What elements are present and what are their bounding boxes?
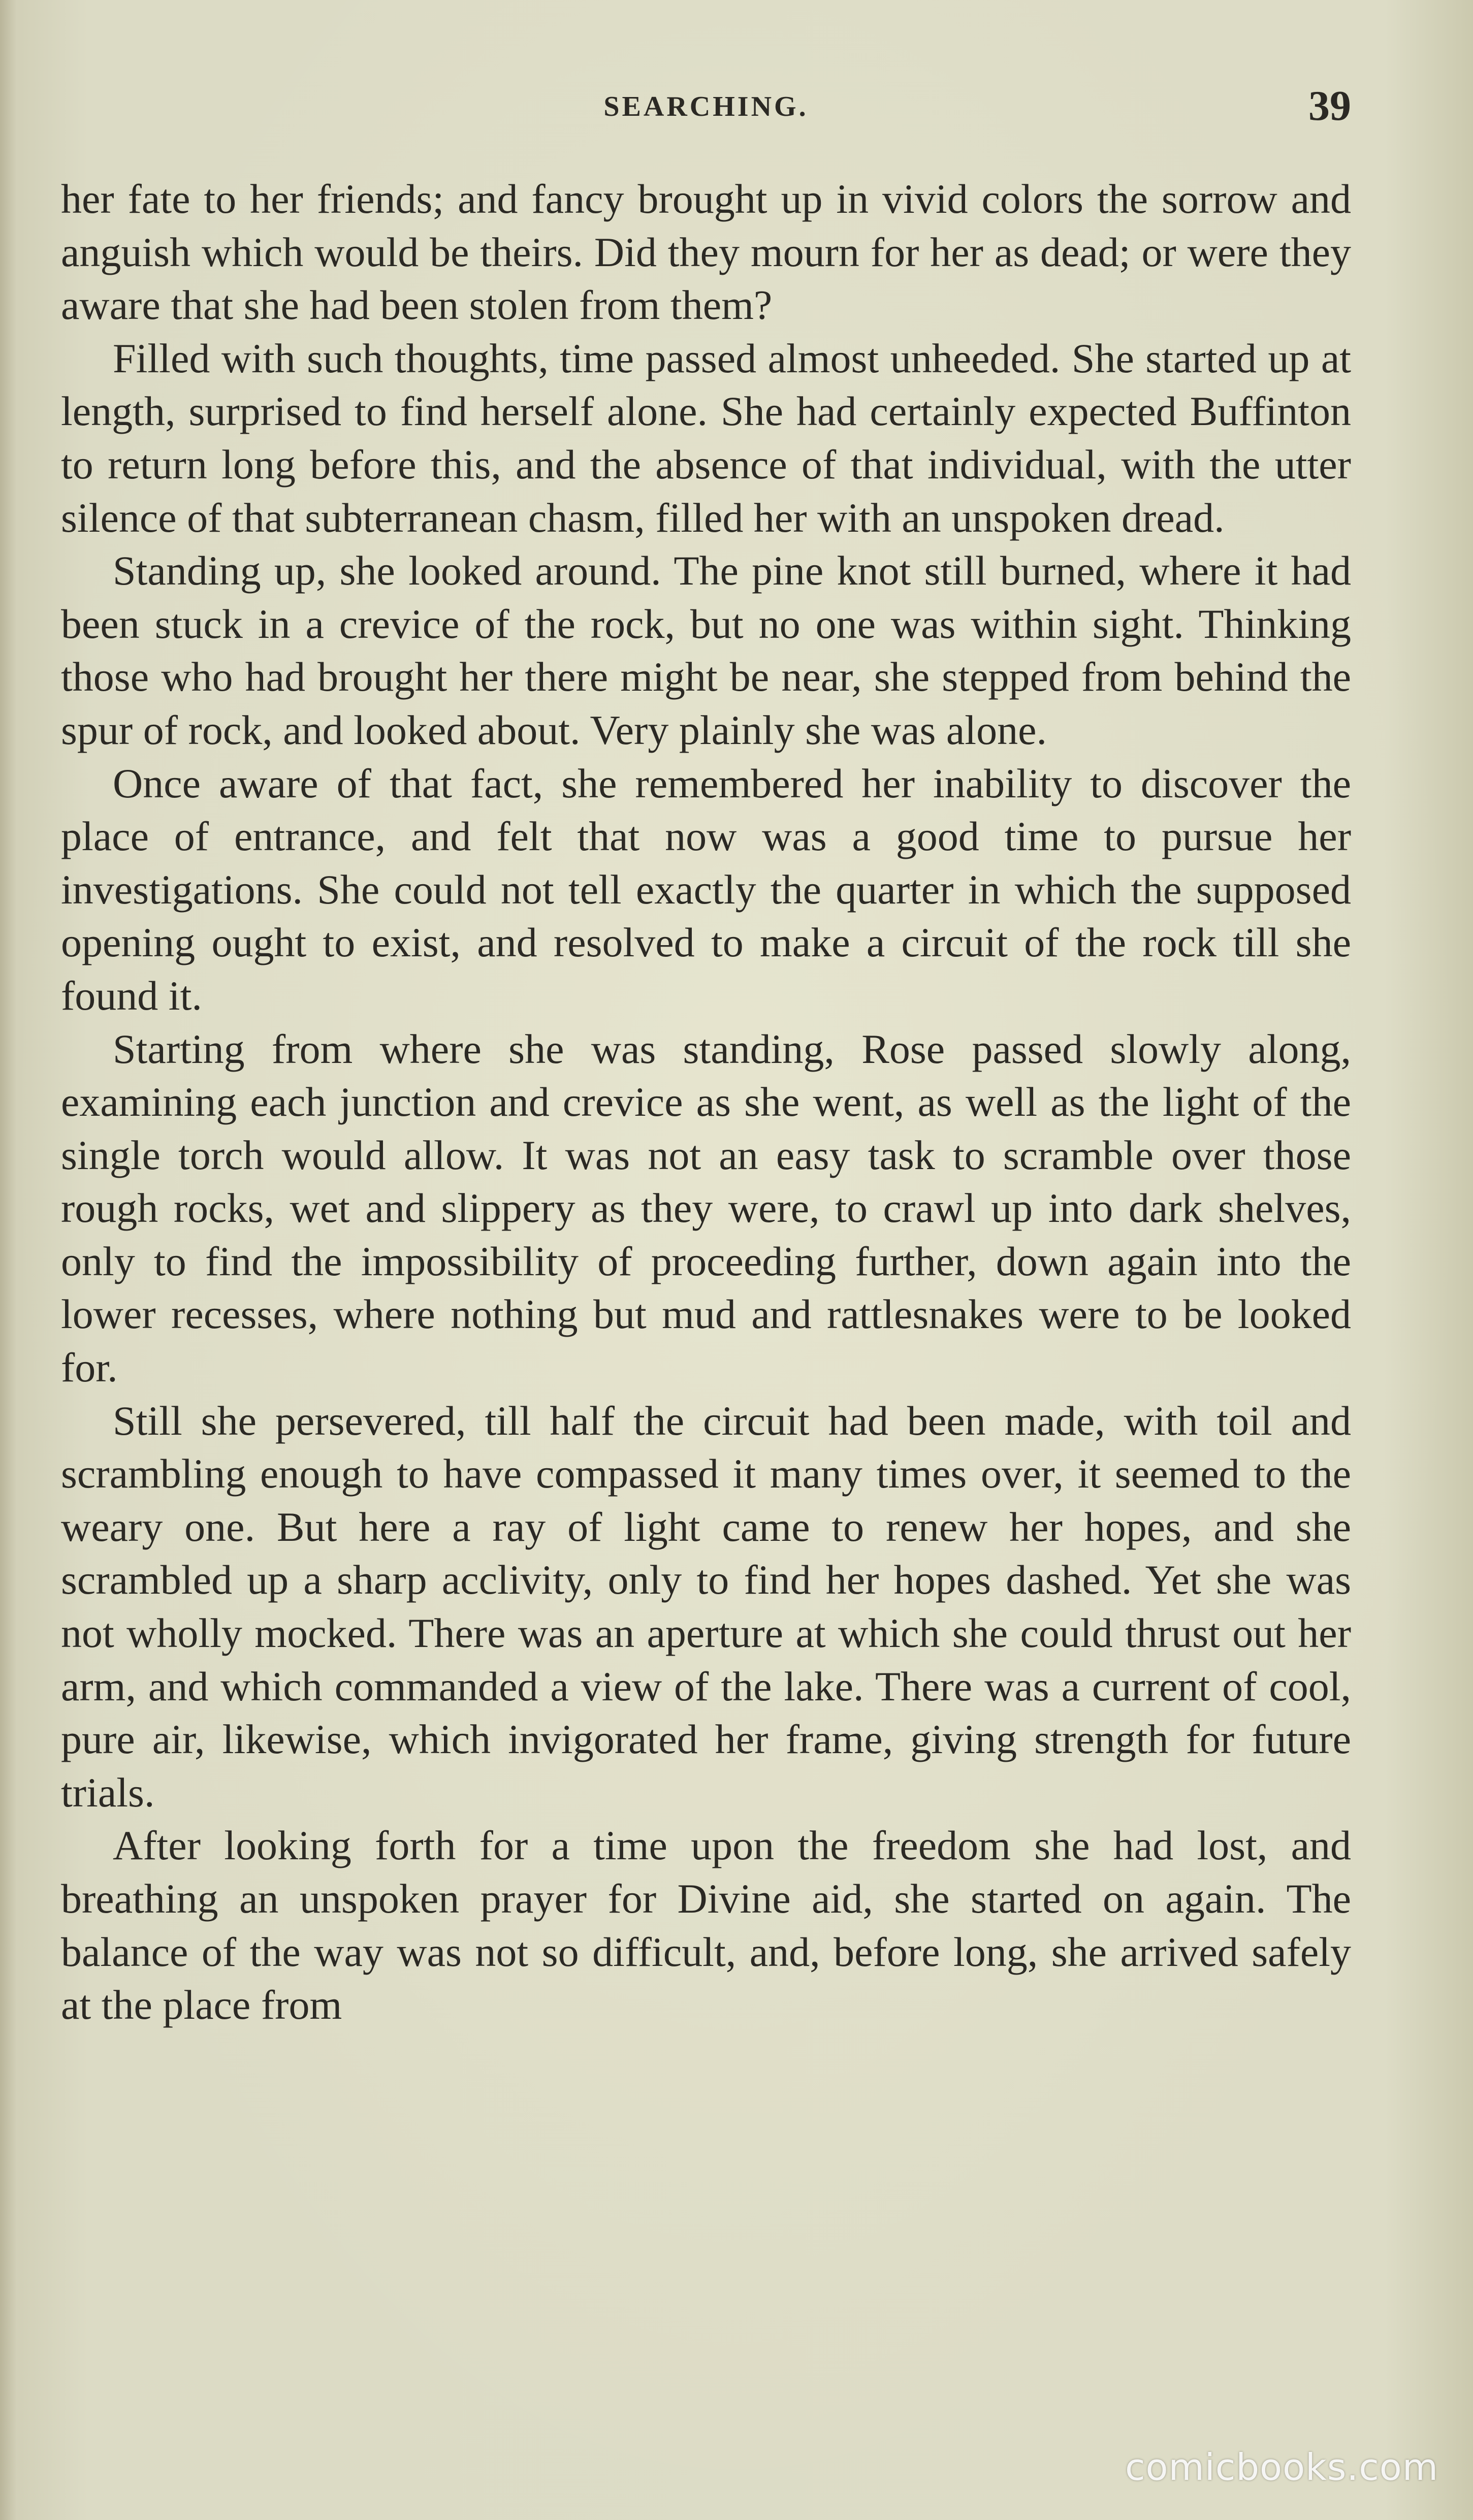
running-head: SEARCHING. [603, 91, 809, 122]
page-number: 39 [1308, 82, 1351, 130]
paragraph: After looking forth for a time upon the freedom she had lost, and breathing an unspoken prayer for Divine aid, she started on again. The balance of the way was not so difficult, and, before long, she arrived safely at the place from [61, 1822, 1351, 2028]
page-gutter-edge [0, 0, 17, 2520]
body-text [61, 173, 1351, 2032]
paragraph: Once aware of that fact, she remembered her inability to discover the place of entrance, and felt that now was a good time to pursue her investigations. She could not tell exactly the quarter in which the supposed opening ought to exist, and resolved to make a circuit of the rock till she found it. [61, 760, 1351, 1019]
watermark: comicbooks.com [1125, 2446, 1438, 2489]
paragraph: Starting from where she was standing, Rose passed slowly along, examining each junction and crevice as she went, as well as the light of the single torch would allow. It was not an easy task to scramble over those rough rocks, wet and slippery as they were, to crawl up into dark shelves, only to find the impossibility of proceeding further, down again into the lower recesses, where nothing but mud and rattlesnakes were to be looked for. [61, 1025, 1351, 1391]
paragraph: Filled with such thoughts, time passed almost unheeded. She started up at length, surprised to find herself alone. She had certainly expected Buffinton to return long before this, and the absence of that individual, with the utter silence of that subterranean chasm, filled her with an unspoken dread. [61, 335, 1351, 541]
paragraph: Still she persevered, till half the circuit had been made, with toil and scrambling enough to have compassed it many times over, it seemed to the weary one. But here a ray of light came to renew her hopes, and she scrambled up a sharp acclivity, only to find her hopes dashed. Yet she was not wholly mocked. There was an aperture at which she could thrust out her arm, and which commanded a view of the lake. There was a current of cool, pure air, likewise, which invigorated her frame, giving strength for future trials. [61, 1397, 1351, 1816]
page-header [61, 81, 1351, 137]
paragraph: Standing up, she looked around. The pine knot still burned, where it had been stuck in a crevice of the rock, but no one was within sight. Thinking those who had brought her there might be near, she stepped from behind the spur of rock, and looked about. Very plainly she was alone. [61, 547, 1351, 753]
paragraph: her fate to her friends; and fancy brought up in vivid colors the sorrow and anguish which would be theirs. Did they mourn for her as dead; or were they aware that she had been stolen from them? [61, 176, 1351, 329]
